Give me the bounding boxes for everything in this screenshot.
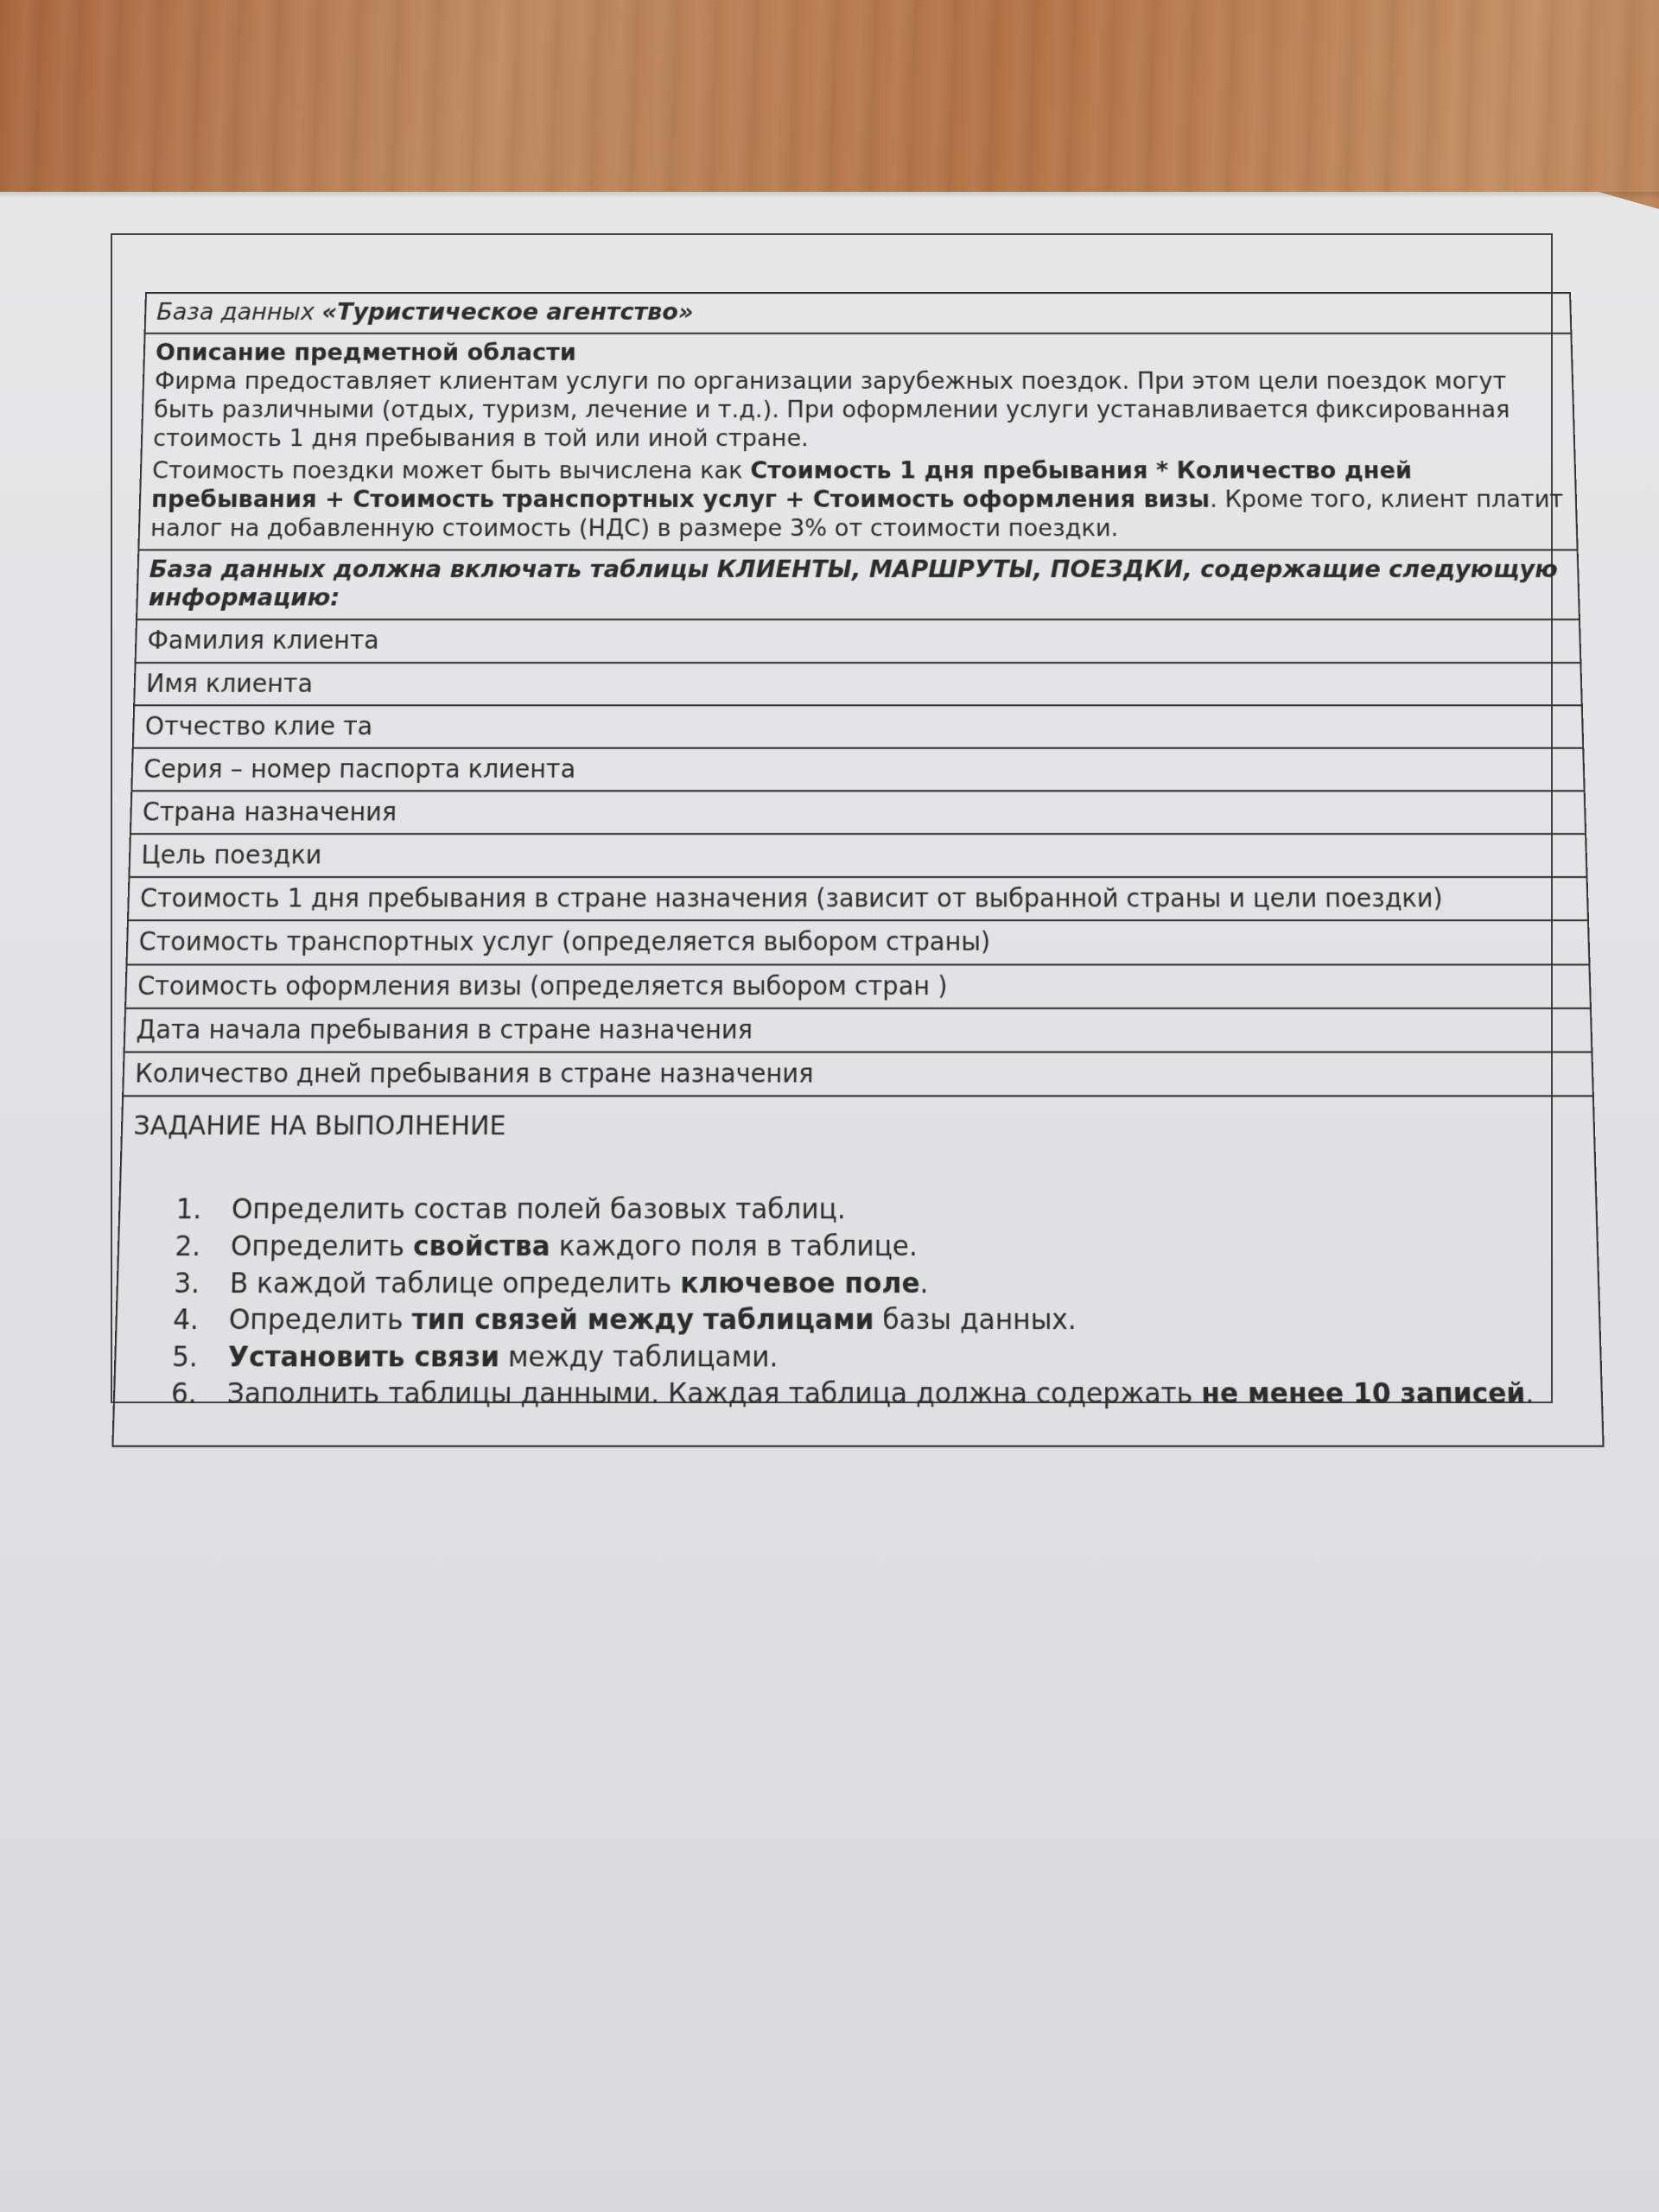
field-row: Имя клиента — [135, 664, 1581, 706]
task-text-pre: В каждой таблице определить — [229, 1267, 681, 1300]
field-row: Фамилия клиента — [137, 620, 1580, 663]
task-number: 5. — [171, 1340, 199, 1374]
subject-area-description — [139, 334, 1576, 550]
task-item — [170, 1376, 1590, 1414]
assignment-document — [111, 292, 1604, 1447]
cost-formula: Стоимость 1 дня пребывания * Количество дней пребывания + Стоимость транспортных услуг + Стоимость оформления визы — [150, 456, 1413, 513]
task-section — [114, 1097, 1603, 1446]
description-paragraph-2 — [150, 457, 1567, 543]
field-row: Страна назначения — [131, 791, 1585, 835]
task-text-pre: Определить — [230, 1230, 414, 1263]
task-text-post: между таблицами. — [499, 1340, 779, 1374]
task-text-pre: Определить — [228, 1304, 412, 1337]
task-item — [173, 1302, 1589, 1339]
paragraph-2-end: . Кроме того, клиент платит налог на добавленную стоимость (НДС) в размере 3% от стоимости поездки. — [149, 486, 1564, 542]
task-text — [228, 1302, 1077, 1339]
field-row: Отчество клие та — [134, 706, 1582, 749]
task-text-bold: не менее 10 записей — [1201, 1377, 1526, 1411]
task-text — [230, 1229, 918, 1265]
task-title: ЗАДАНИЕ НА ВЫПОЛНЕНИЕ — [133, 1109, 506, 1141]
task-text-post: базы данных. — [874, 1304, 1077, 1337]
field-row: Стоимость 1 дня пребывания в стране назначения (зависит от выбранной страны и цели поездки) — [129, 878, 1587, 921]
task-item — [175, 1229, 1586, 1265]
field-row: Серия – номер паспорта клиента — [132, 749, 1583, 792]
task-text-bold: ключевое поле — [680, 1267, 920, 1300]
task-number: 6. — [170, 1377, 198, 1411]
task-text-post: . — [919, 1267, 929, 1300]
description-heading: Описание предметной области — [155, 339, 577, 366]
field-row: Стоимость оформления визы (определяется выбором стран ) — [126, 965, 1590, 1009]
task-text-bold: свойства — [412, 1230, 551, 1263]
task-text-pre: Заполнить таблицы данными. Каждая таблица должна содержать — [226, 1377, 1202, 1411]
task-number: 3. — [173, 1267, 200, 1300]
task-text — [227, 1339, 778, 1376]
field-row: Стоимость транспортных услуг (определяется выбором страны) — [128, 922, 1589, 965]
description-paragraph-1: Фирма предоставляет клиентам услуги по организации зарубежных поездок. При этом цели поездок могут быть различными (отдых, туризм, лечение и т.д.). При оформлении услуги устанавливается фиксированная стоимость 1 дня пребывания в той или иной стране. — [152, 367, 1510, 452]
task-number: 1. — [175, 1193, 202, 1227]
task-text — [231, 1192, 845, 1229]
task-list — [125, 1192, 1591, 1414]
task-item — [174, 1265, 1587, 1302]
assignment-table — [111, 292, 1604, 1447]
task-text — [226, 1376, 1535, 1414]
field-row: Цель поездки — [130, 835, 1586, 878]
field-row: Дата начала пребывания в стране назначения — [125, 1009, 1592, 1053]
task-number: 2. — [175, 1230, 201, 1263]
field-row: Количество дней пребывания в стране назначения — [124, 1053, 1592, 1097]
wooden-desk — [0, 0, 1659, 207]
task-item — [172, 1339, 1590, 1376]
paragraph-2-start: Стоимость поездки может быть вычислена как — [151, 456, 751, 485]
title-prefix: База данных — [156, 298, 322, 326]
task-text-bold: Установить связи — [227, 1340, 500, 1374]
tables-heading: База данных должна включать таблицы КЛИЕНТЫ, МАРШРУТЫ, ПОЕЗДКИ, содержащие следующую информацию: — [137, 550, 1579, 620]
paper-edge-shadow — [0, 192, 1659, 199]
task-text-pre: Определить состав полей базовых таблиц. — [231, 1193, 846, 1227]
task-number: 4. — [172, 1304, 200, 1337]
task-text — [229, 1265, 928, 1302]
task-text-post: . — [1524, 1377, 1535, 1411]
document-title — [146, 294, 1571, 334]
task-text-bold: тип связей между таблицами — [411, 1304, 874, 1337]
task-item — [175, 1192, 1586, 1229]
title-name: «Туристическое агентство» — [321, 298, 694, 326]
task-text-post: каждого поля в таблице. — [550, 1230, 918, 1263]
